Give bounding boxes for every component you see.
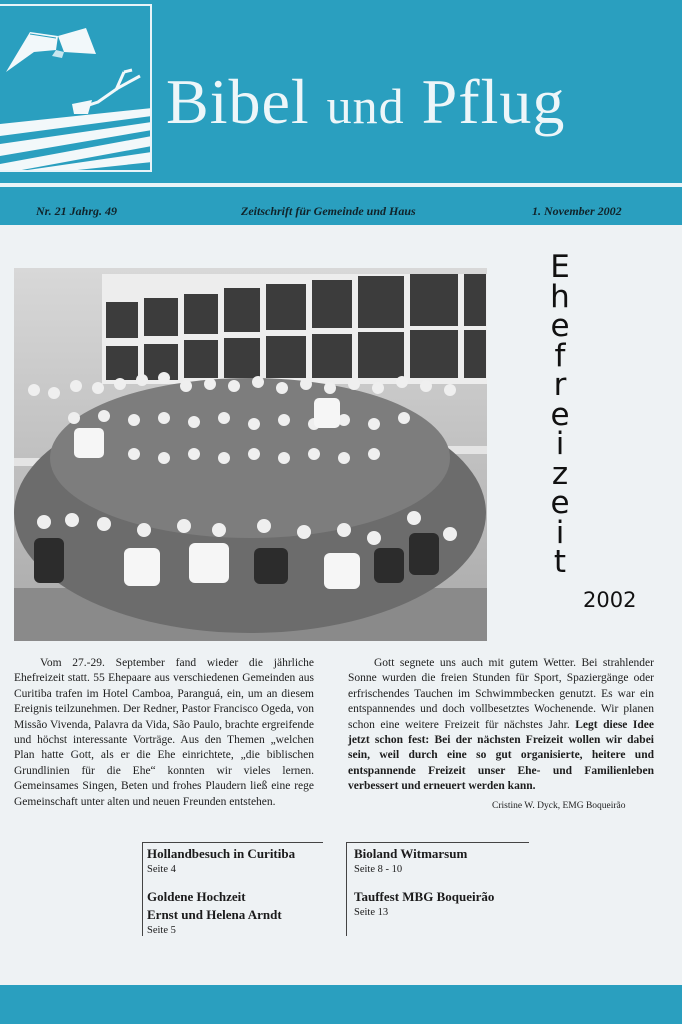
toc-item[interactable] [354, 889, 494, 918]
title-letter: f [554, 337, 566, 374]
article-left-column [14, 656, 314, 810]
masthead [0, 0, 682, 183]
title-letter: e [550, 308, 570, 344]
open-book-plough-icon [0, 6, 152, 172]
toc-item-title: Hollandbesuch in Curitiba [147, 846, 296, 861]
title-letter: e [550, 396, 570, 433]
group-photo [14, 268, 487, 641]
footer-band [0, 985, 682, 1024]
toc-item-page: Seite 8 - 10 [354, 864, 403, 875]
toc-item-title: Goldene Hochzeit [147, 889, 246, 904]
toc-item-title: Tauffest MBG Boqueirão [354, 889, 495, 904]
article-right-column [348, 656, 654, 795]
bible-plough-logo [0, 4, 152, 172]
article-paragraph [348, 656, 654, 795]
title-letter: t [553, 544, 567, 580]
toc-item[interactable] [354, 846, 494, 875]
group-photo-image [14, 268, 487, 641]
toc-item-title: Ernst und Helena Arndt [147, 907, 282, 922]
feature-year: 2002 [583, 588, 637, 612]
toc-right [354, 846, 494, 932]
title-part-bibel: Bibel [166, 66, 327, 137]
issue-date: 1. November 2002 [532, 204, 622, 218]
magazine-subtitle: Zeitschrift für Gemeinde und Haus [241, 204, 416, 218]
toc-item[interactable] [147, 846, 295, 875]
title-part-und: und [326, 78, 405, 134]
title-part-pflug: Pflug [404, 66, 566, 137]
title-letter: h [550, 278, 570, 315]
article-bold-text: Legt diese Idee jetzt schon fest: Bei der nächsten Freizeit wollen wir dabei sein, weil durch eine so gut organisierte, heitere und entspannende Freizeit unser Ehe- und Familienleben verbessert und erneuert werden kann. [348, 718, 654, 793]
toc-left [147, 846, 295, 950]
issue-number: Nr. 21 Jahrg. 49 [36, 204, 118, 218]
article-paragraph: Vom 27.-29. September fand wieder die jährliche Ehefreizeit statt. 55 Ehepaare aus verschiedenen Gemeinden aus Curitiba trafen im Hotel Camboa, Paranguá, ein, um an diesem Ereignis teilzunehmen. Der Redner, Pastor Francisco Ogeda, von Missão Vivenda, Palavra da Vida, São Paulo, brachte ergreifende und höchst interessante Vorträge. Aus den Themen „welchen Plan hatte Gott, als er die Ehe einrichtete, „die biblischen Grundlinien für die Ehe“ konnten wir vieles lernen. Gemeinsames Singen, Beten und frohes Plaudern ließ eine rege Gemeinschaft unter alten und neuen Freunden entstehen. [14, 657, 314, 808]
title-letter: i [555, 514, 565, 551]
issue-info-band [0, 195, 682, 225]
title-letter: E [550, 249, 570, 285]
toc-item-title: Bioland Witmarsum [354, 846, 468, 861]
article-text: Gott segnete uns auch mit gutem Wetter. Bei strahlender Sonne wurden die freien Stunden für Sport, Spaziergänge oder erfrischendes Tauchen im Schwimmbecken genutzt. Es war ein entspannendes und doch vollbesetztes Wochenende. Wir planen schon eine weitere Freizeit für nächstes Jahr. [348, 657, 654, 731]
divider-band [0, 187, 682, 195]
vertical-feature-title [540, 249, 580, 580]
article-signature: Cristine W. Dyck, EMG Boqueirão [492, 801, 626, 811]
toc-item-page: Seite 13 [354, 907, 389, 918]
title-letter: e [550, 485, 570, 521]
magazine-title [166, 66, 682, 137]
title-letter: r [553, 367, 567, 403]
title-letter: i [555, 426, 565, 462]
toc-item[interactable] [147, 889, 295, 936]
toc-item-page: Seite 4 [147, 864, 176, 875]
title-letter: z [551, 455, 569, 492]
toc-item-page: Seite 5 [147, 925, 176, 936]
